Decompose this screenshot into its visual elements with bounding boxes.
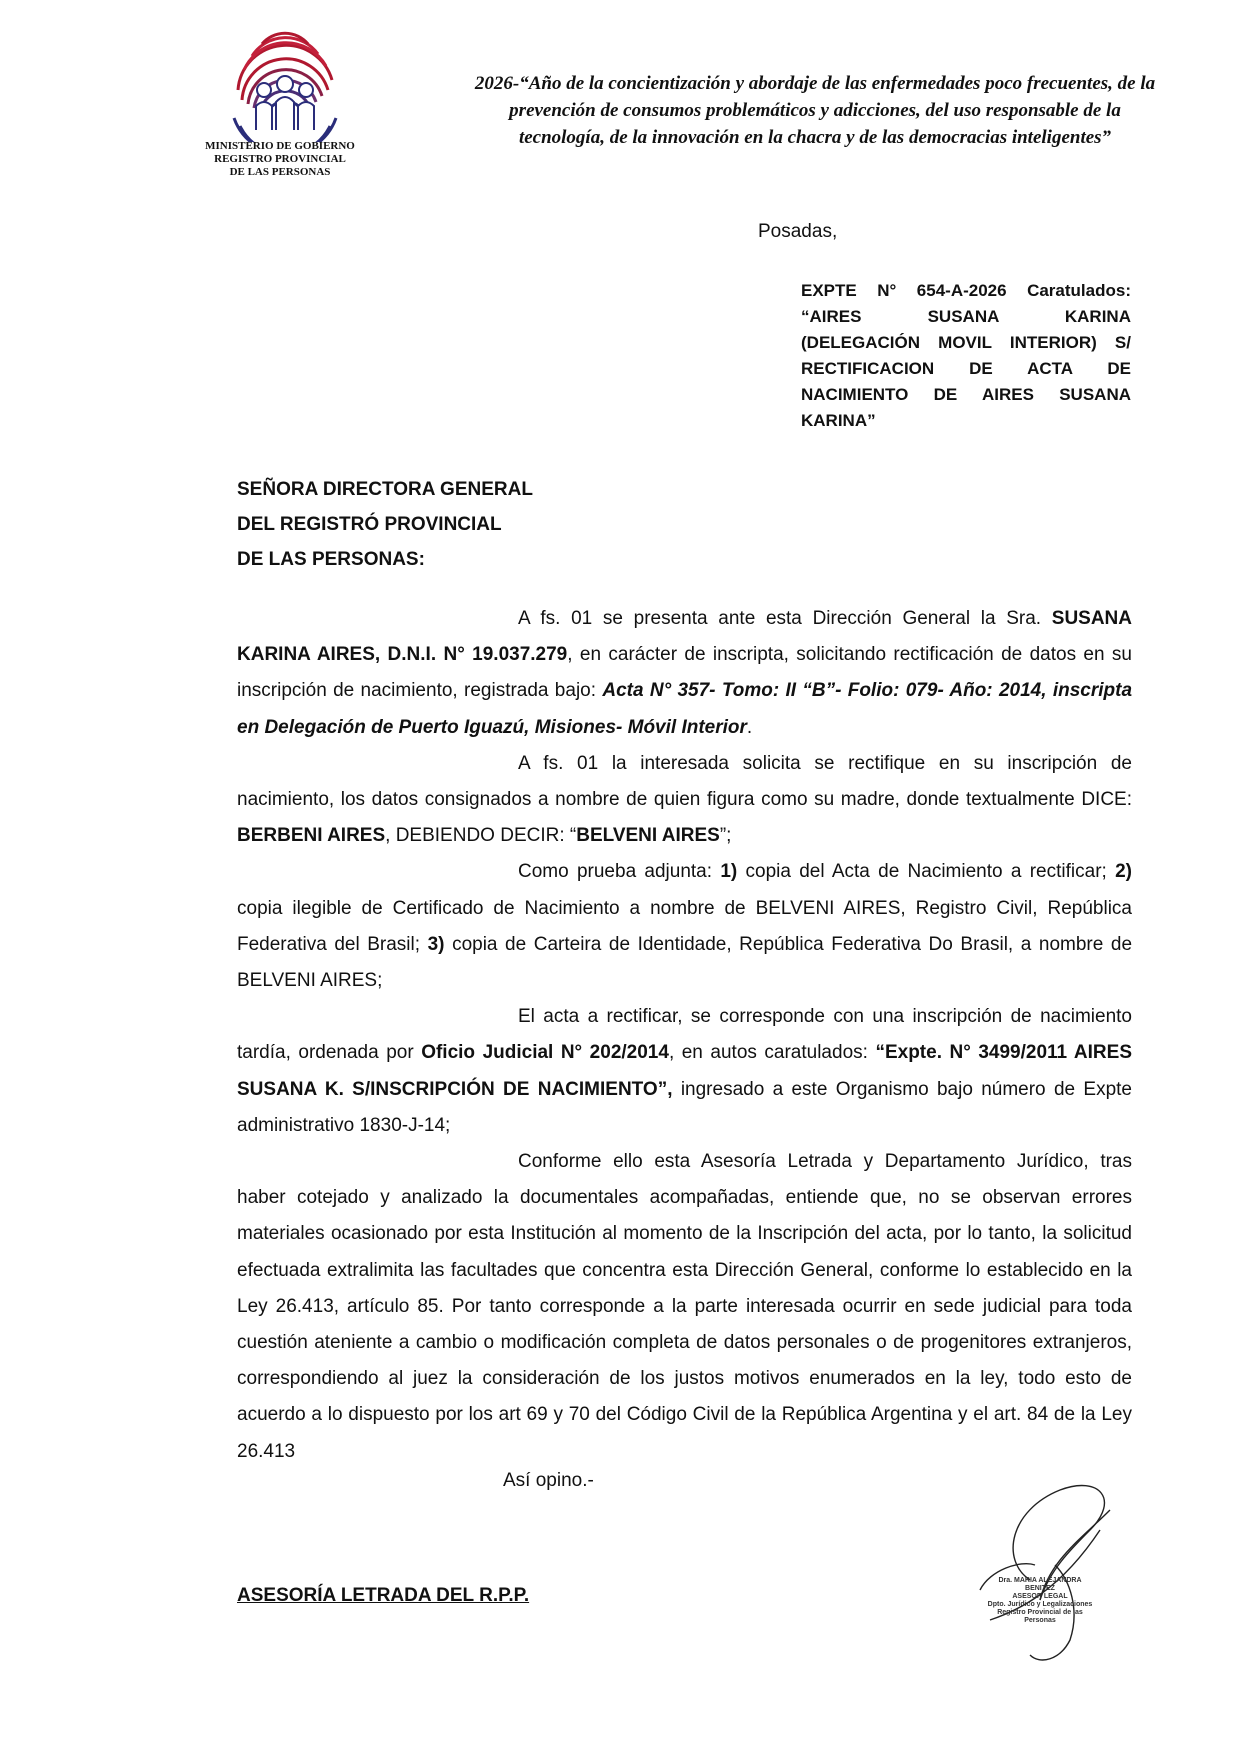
body-text bbox=[237, 601, 1132, 1470]
registry-name-line1: REGISTRO PROVINCIAL bbox=[214, 153, 346, 165]
paragraph-1 bbox=[237, 601, 1132, 746]
text-run: El acta a rectificar, se corresponde con una inscripción de nacimiento tardía, ordenada por bbox=[237, 1006, 1132, 1064]
addressee-line: DE LAS PERSONAS: bbox=[237, 549, 425, 570]
handwritten-signature bbox=[960, 1470, 1130, 1670]
text-run: ”; bbox=[719, 825, 732, 847]
ministry-name: MINISTERIO DE GOBIERNO bbox=[205, 140, 355, 152]
text-run-bold: 2) bbox=[1115, 861, 1132, 883]
text-run: Como prueba adjunta: bbox=[518, 861, 721, 883]
text-run: , DEBIENDO DECIR: “ bbox=[385, 825, 577, 847]
signature-stamp bbox=[985, 1577, 1095, 1625]
sign-off: Así opino.- bbox=[503, 1470, 594, 1491]
text-run: , en carácter de inscripta, solicitando rectificación de datos en su inscripción de nacimiento, registrada bajo: bbox=[237, 644, 1133, 702]
text-run-bold: BERBENI AIRES bbox=[237, 825, 386, 847]
text-run-bold: “Expte. N° 3499/2011 AIRES SUSANA K. S/INSCRIPCIÓN DE NACIMIENTO”, bbox=[237, 1042, 1132, 1100]
addressee-line: DEL REGISTRÓ PROVINCIAL bbox=[237, 514, 502, 535]
case-ref-line: KARINA” bbox=[801, 411, 876, 430]
place-date: Posadas, bbox=[758, 221, 838, 242]
motto-line: tecnología, de la innovación en la chacra y de las democracias inteligentes” bbox=[518, 127, 1112, 148]
text-run: Conforme ello esta Asesoría Letrada y Departamento Jurídico, tras haber cotejado y analizado la documentales acompañadas, entiende que, no se observan errores materiales ocasionado por esta Institución al momento de la Inscripción del acta, por lo tanto, la solicitud efectuada extralimita las facultades que concentra esta Dirección General, conforme lo establecido en la Ley 26.413, artículo 85. Por tanto corresponde a la parte interesada ocurrir en sede judicial para toda cuestión ateniente a cambio o modificación completa de datos personales o de progenitores extranjeros, correspondiendo al juez la consideración de los justos motivos enumerados en la ley, todo esto de acuerdo a lo dispuesto por los art 69 y 70 del Código Civil de la República Argentina y el art. 84 de la Ley 26.413 bbox=[237, 1151, 1132, 1462]
case-ref-line: NACIMIENTO DE AIRES SUSANA bbox=[801, 385, 1131, 404]
paragraph-2 bbox=[237, 746, 1132, 855]
text-run: . bbox=[746, 716, 753, 738]
office-signature-title: ASESORÍA LETRADA DEL R.P.P. bbox=[237, 1585, 530, 1606]
text-run-bold: 3) bbox=[427, 933, 445, 955]
text-run-bold-italic: Acta N° 357- Tomo: II “B”- Folio: 079- Año: 2014, inscripta en Delegación de Puerto Iguazú, Misiones- Móvil Interior bbox=[237, 680, 1133, 738]
addressee bbox=[237, 472, 533, 577]
stamp-line: Dpto. Jurídico y Legalizaciones bbox=[987, 1601, 1093, 1608]
stamp-line: ASESOR LEGAL bbox=[1012, 1593, 1068, 1600]
case-ref-line: RECTIFICACION DE ACTA DE bbox=[801, 359, 1131, 378]
text-run: copia ilegible de Certificado de Nacimiento a nombre de BELVENI AIRES, Registro Civil, República Federativa del Brasil; bbox=[237, 897, 1132, 955]
text-run-bold: BELVENI AIRES bbox=[576, 825, 720, 847]
registry-logo bbox=[222, 30, 348, 142]
year-motto bbox=[430, 70, 1200, 151]
case-ref-line: (DELEGACIÓN MOVIL INTERIOR) S/ bbox=[801, 333, 1131, 352]
text-run: copia del Acta de Nacimiento a rectificar; bbox=[737, 861, 1116, 883]
registry-name-line2: DE LAS PERSONAS bbox=[229, 166, 331, 178]
case-reference bbox=[801, 278, 1131, 434]
text-run-bold: Oficio Judicial N° 202/2014 bbox=[421, 1042, 669, 1064]
logo-caption bbox=[180, 140, 380, 179]
motto-line: 2026-“Año de la concientización y abordaje de las enfermedades poco frecuentes, de la bbox=[474, 73, 1156, 94]
text-run: , en autos caratulados: bbox=[668, 1042, 876, 1064]
text-run: copia de Carteira de Identidade, República Federativa Do Brasil, a nombre de BELVENI AIRES; bbox=[237, 933, 1133, 992]
text-run: A fs. 01 la interesada solicita se rectifique en su inscripción de nacimiento, los datos consignados a nombre de quien figura como su madre, donde textualmente DICE: bbox=[237, 752, 1132, 811]
text-run-bold: SUSANA KARINA AIRES, D.N.I. N° 19.037.279 bbox=[237, 608, 1132, 666]
case-ref-line: “AIRES SUSANA KARINA bbox=[801, 307, 1131, 326]
motto-line: prevención de consumos problemáticos y adicciones, del uso responsable de la bbox=[509, 100, 1121, 121]
case-ref-line: EXPTE N° 654-A-2026 Caratulados: bbox=[801, 281, 1131, 300]
paragraph-4 bbox=[237, 999, 1132, 1144]
paragraph-5 bbox=[237, 1144, 1132, 1470]
addressee-line: SEÑORA DIRECTORA GENERAL bbox=[237, 479, 533, 500]
text-run: A fs. 01 se presenta ante esta Dirección General la Sra. bbox=[518, 608, 1052, 629]
stamp-line: Registro Provincial de las Personas bbox=[997, 1609, 1083, 1624]
text-run: ingresado a este Organismo bajo número de Expte administrativo 1830-J-14; bbox=[237, 1078, 1132, 1136]
text-run-bold: 1) bbox=[720, 861, 738, 883]
paragraph-3 bbox=[237, 854, 1132, 999]
stamp-line: Dra. MARIA ALEJANDRA BENITEZ bbox=[998, 1577, 1082, 1592]
